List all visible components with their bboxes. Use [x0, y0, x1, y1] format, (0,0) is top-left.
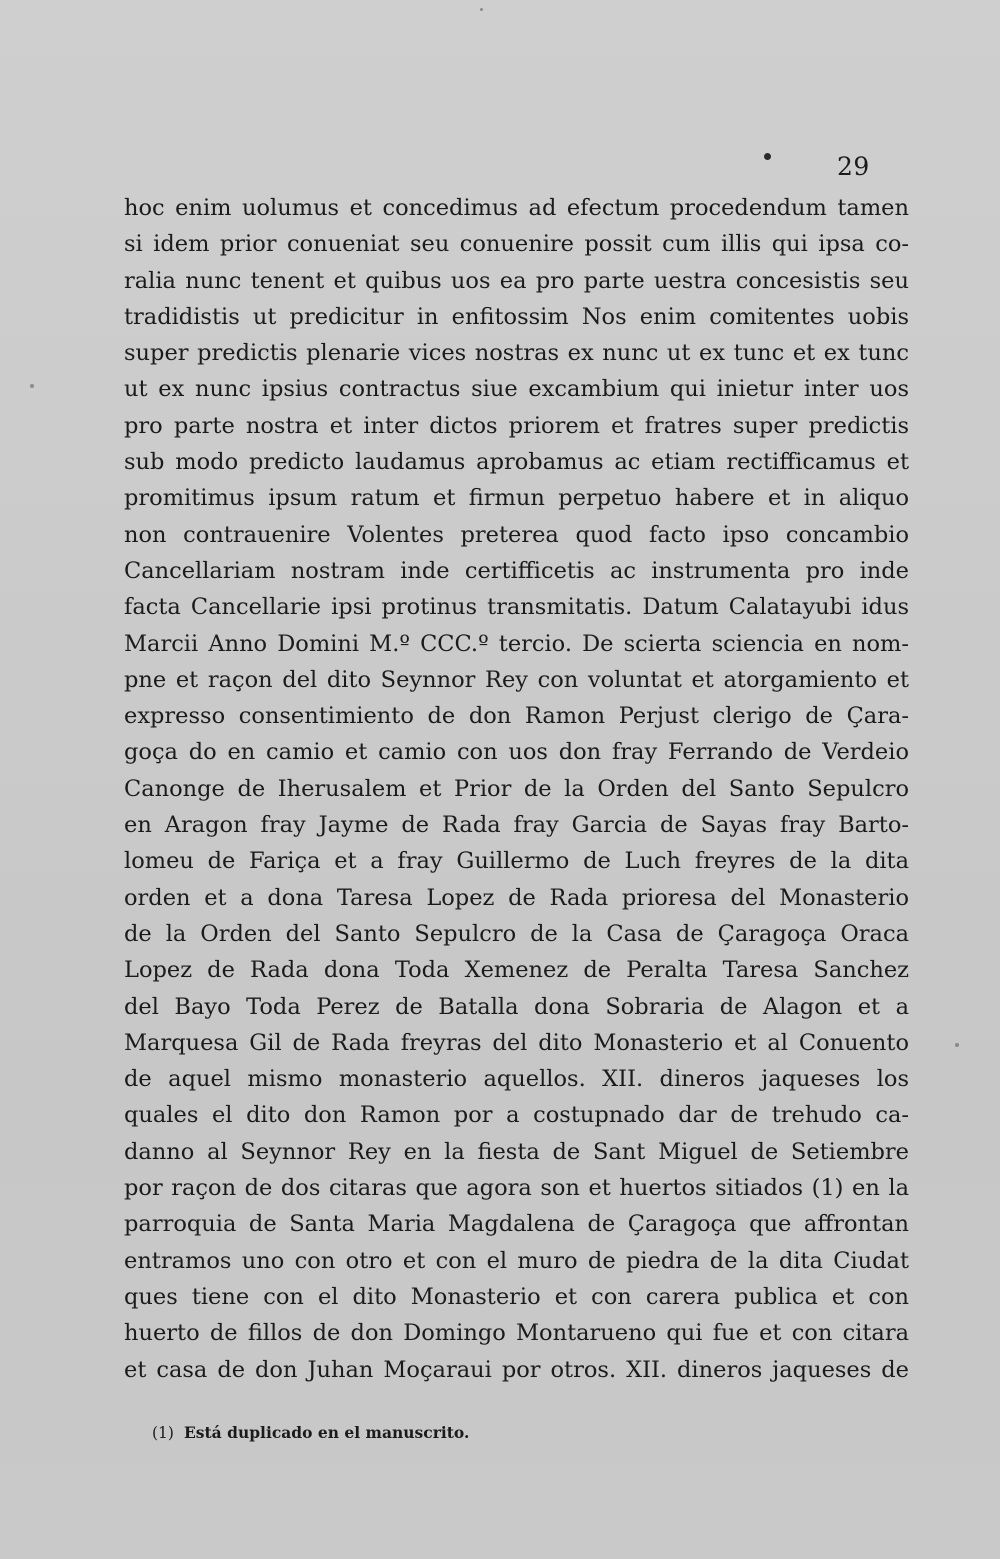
text-line: promitimus ipsum ratum et firmun perpetuo habere et in aliquo: [124, 485, 909, 512]
paper-speck: [480, 8, 483, 11]
footnote-text: Está duplicado en el manuscrito.: [183, 1423, 470, 1442]
text-line: goça do en camio et camio con uos don fray Ferrando de Verdeio: [124, 739, 909, 766]
page-number: 29: [837, 152, 870, 181]
text-line: pne et raçon del dito Seynnor Rey con voluntat et atorgamiento et: [124, 666, 909, 693]
text-line: si idem prior conueniat seu conuenire possit cum illis qui ipsa co-: [124, 231, 909, 258]
text-line: expresso consentimiento de don Ramon Perjust clerigo de Çara-: [124, 703, 909, 730]
text-line: hoc enim uolumus et concedimus ad efectum procedendum tamen: [124, 195, 909, 221]
text-line: super predictis plenarie vices nostras ex nunc ut ex tunc et ex tunc: [124, 340, 909, 367]
text-line: Marcii Anno Domini M.º CCC.º tercio. De scierta sciencia en nom-: [124, 630, 909, 657]
text-line: danno al Seynnor Rey en la fiesta de Sant Miguel de Setiembre: [124, 1138, 909, 1165]
text-line: huerto de fillos de don Domingo Montarueno qui fue et con citara: [124, 1320, 909, 1347]
text-line: Cancellariam nostram inde certifficetis ac instrumenta pro inde: [124, 557, 909, 584]
text-line: de la Orden del Santo Sepulcro de la Casa de Çaragoça Oraca: [124, 920, 909, 947]
text-line: Marquesa Gil de Rada freyras del dito Monasterio et al Conuento: [124, 1029, 909, 1056]
text-line: non contrauenire Volentes preterea quod facto ipso concambio: [124, 521, 909, 548]
text-line: ut ex nunc ipsius contractus siue excambium qui inietur inter uos: [124, 376, 909, 403]
text-line: facta Cancellarie ipsi protinus transmitatis. Datum Calatayubi idus: [124, 594, 909, 621]
text-line: pro parte nostra et inter dictos priorem et fratres super predictis: [124, 412, 909, 439]
footnote: [152, 1421, 469, 1445]
text-line: Lopez de Rada dona Toda Xemenez de Peralta Taresa Sanchez: [124, 957, 909, 984]
text-line: en Aragon fray Jayme de Rada fray Garcia de Sayas fray Barto-: [124, 812, 909, 839]
footnote-marker: (1): [152, 1424, 174, 1442]
text-line: ralia nunc tenent et quibus uos ea pro parte uestra concesistis seu: [124, 267, 909, 294]
text-line: parroquia de Santa Maria Magdalena de Çaragoça que affrontan: [124, 1211, 909, 1238]
text-line: entramos uno con otro et con el muro de piedra de la dita Ciudat: [124, 1247, 909, 1274]
text-line: tradidistis ut predicitur in enfitossim Nos enim comitentes uobis: [124, 303, 909, 330]
text-line: et casa de don Juhan Moçaraui por otros. XII. dineros jaqueses de: [124, 1356, 909, 1383]
text-line: del Bayo Toda Perez de Batalla dona Sobraria de Alagon et a: [124, 993, 909, 1020]
text-line: quales el dito don Ramon por a costupnado dar de trehudo ca-: [124, 1102, 909, 1129]
text-line: sub modo predicto laudamus aprobamus ac etiam rectifficamus et: [124, 449, 909, 476]
paper-speck: [30, 384, 34, 388]
paper-speck: [955, 1043, 959, 1047]
body-text: [124, 190, 909, 1388]
text-line: ques tiene con el dito Monasterio et con carera publica et con: [124, 1283, 909, 1310]
text-line: por raçon de dos citaras que agora son et huertos sitiados (1) en la: [124, 1175, 909, 1202]
text-line: orden et a dona Taresa Lopez de Rada prioresa del Monasterio: [124, 884, 909, 911]
text-line: lomeu de Fariça et a fray Guillermo de Luch freyres de la dita: [124, 848, 909, 875]
text-line: Canonge de Iherusalem et Prior de la Orden del Santo Sepulcro: [124, 775, 909, 802]
text-line: de aquel mismo monasterio aquellos. XII. dineros jaqueses los: [124, 1066, 909, 1093]
ink-dot-mark: [764, 153, 771, 160]
